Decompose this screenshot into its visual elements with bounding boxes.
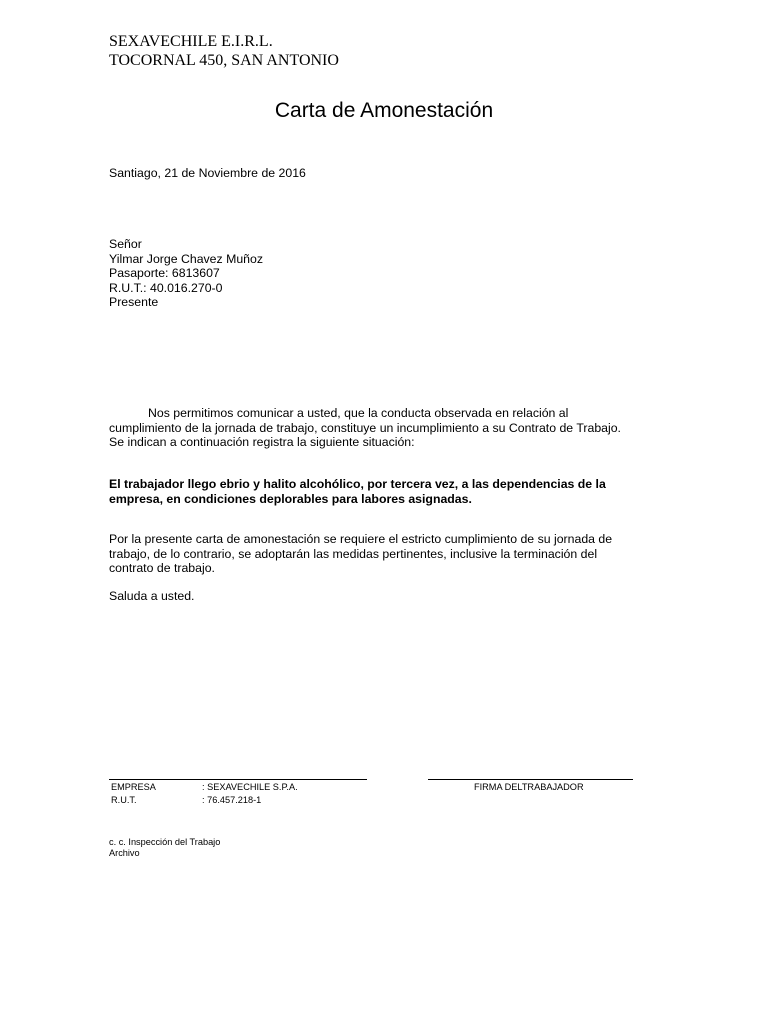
company-address: TOCORNAL 450, SAN ANTONIO [109, 52, 339, 69]
paragraph-requirement-line: trabajo, de lo contrario, se adoptarán las medidas pertinentes, inclusive la terminación del [109, 546, 598, 561]
cc-line: c. c. Inspección del Trabajo [109, 837, 221, 847]
worker-signature-line [428, 779, 633, 780]
paragraph-notice-line: cumplimiento de la jornada de trabajo, constituye un incumplimiento a su Contrato de Trabajo. [109, 420, 621, 435]
recipient-passport: Pasaporte: 6813607 [109, 266, 220, 280]
paragraph-notice-line: Se indican a continuación registra la siguiente situación: [109, 435, 415, 449]
rut-label: R.U.T. [111, 795, 137, 805]
recipient-presente: Presente [109, 295, 159, 309]
recipient-rut: R.U.T.: 40.016.270-0 [109, 280, 223, 295]
recipient-name: Yilmar Jorge Chavez Muñoz [109, 251, 263, 266]
incident-line: El trabajador llego ebrio y halito alcohólico, por tercera vez, a las dependencias de la [109, 477, 606, 491]
date-line: Santiago, 21 de Noviembre de 2016 [109, 166, 306, 180]
worker-signature-label: FIRMA DELTRABAJADOR [474, 782, 584, 792]
company-value: : SEXAVECHILE S.P.A. [202, 782, 298, 792]
rut-value: : 76.457.218-1 [202, 795, 262, 805]
incident-line: empresa, en condiciones deplorables para labores asignadas. [109, 491, 472, 506]
company-signature-line [109, 779, 367, 780]
closing-line: Saluda a usted. [109, 589, 195, 603]
company-name: SEXAVECHILE E.I.R.L. [109, 33, 273, 50]
cc-line: Archivo [109, 848, 140, 858]
document-title: Carta de Amonestación [274, 99, 494, 122]
paragraph-notice-line: Nos permitimos comunicar a usted, que la conducta observada en relación al [148, 406, 569, 420]
paragraph-requirement-line: Por la presente carta de amonestación se requiere el estricto cumplimiento de su jornada de [109, 532, 613, 546]
recipient-salutation: Señor [109, 237, 142, 251]
company-label: EMPRESA [111, 782, 156, 792]
paragraph-requirement-line: contrato de trabajo. [109, 561, 215, 575]
